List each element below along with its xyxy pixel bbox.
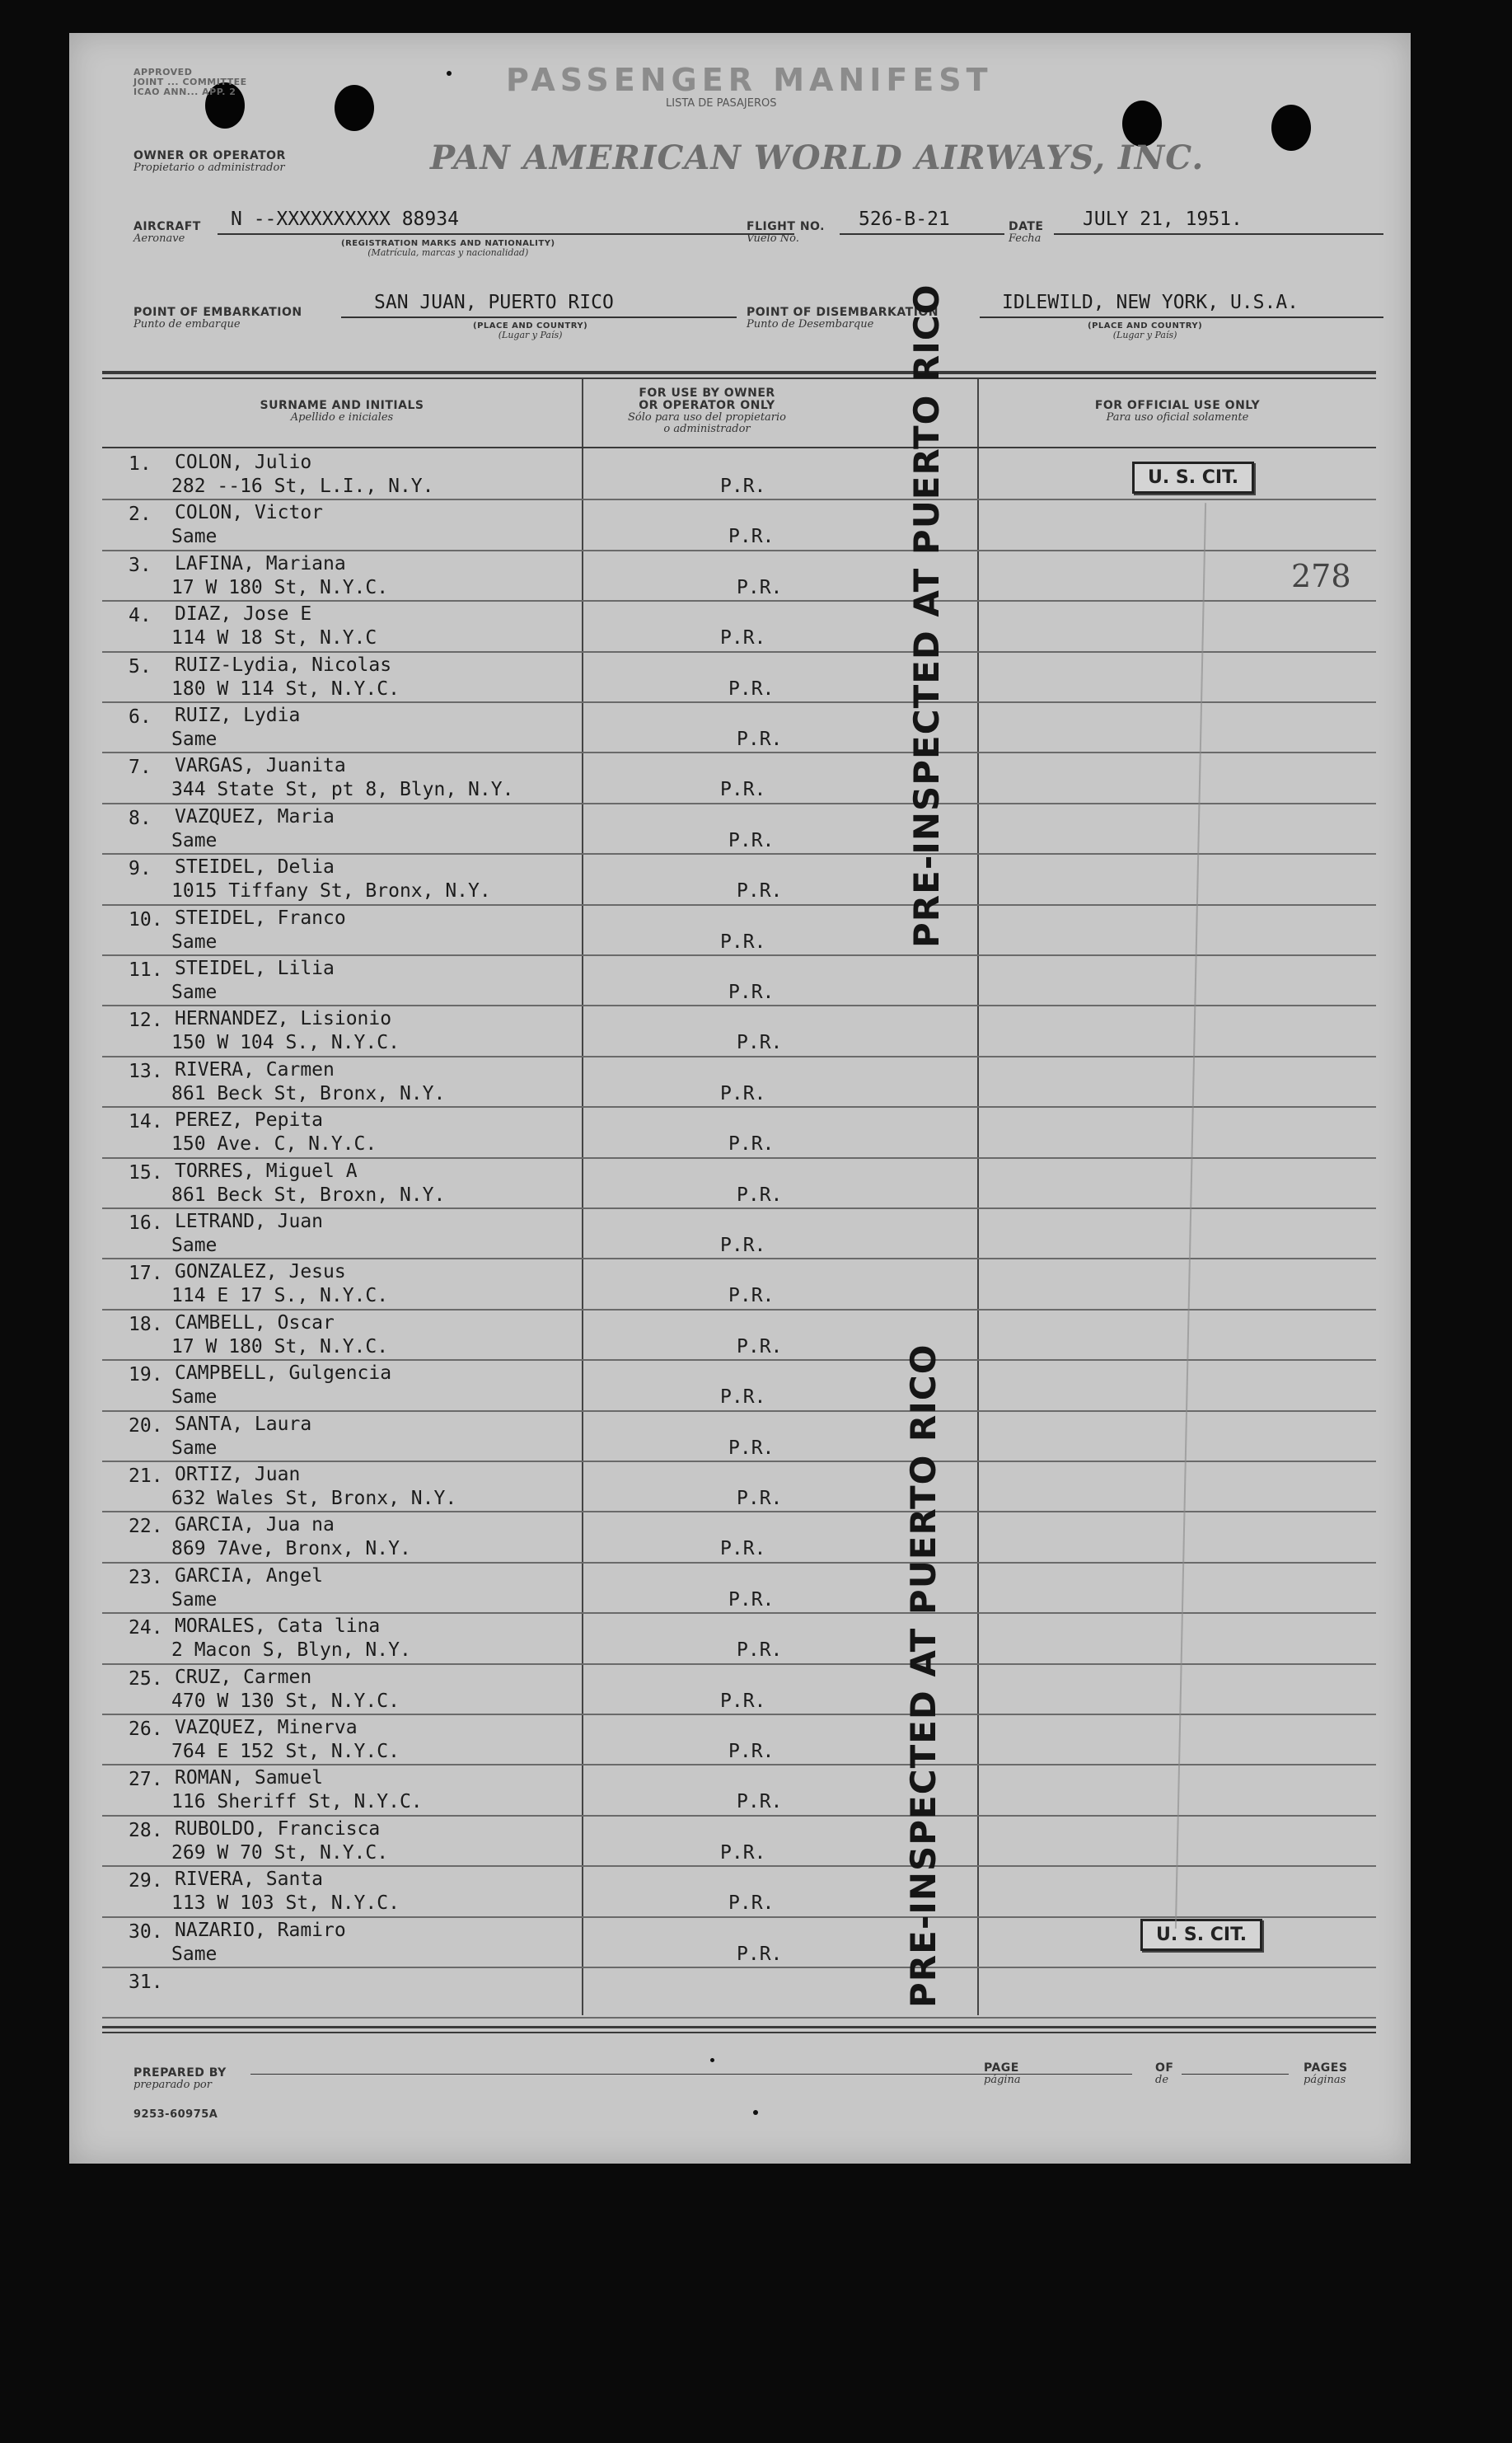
passenger-address: 1015 Tiffany St, Bronx, N.Y. bbox=[171, 880, 491, 903]
punch-hole bbox=[335, 85, 374, 131]
origin-code: P.R. bbox=[720, 1386, 766, 1409]
flight-underline bbox=[840, 233, 1004, 235]
page-label: PAGE bbox=[984, 2061, 1019, 2075]
table-row bbox=[69, 1715, 1411, 1765]
table-row bbox=[69, 1968, 1411, 2019]
passenger-name: CAMBELL, Oscar bbox=[175, 1311, 335, 1334]
passenger-address: 269 W 70 St, N.Y.C. bbox=[171, 1841, 389, 1864]
origin-code: P.R. bbox=[737, 729, 783, 750]
pages-label-group bbox=[1304, 2062, 1347, 2086]
passenger-name: VAZQUEZ, Maria bbox=[175, 805, 335, 828]
row-divider bbox=[102, 2017, 1376, 2019]
passenger-name: RIVERA, Santa bbox=[175, 1869, 324, 1891]
origin-code: P.R. bbox=[737, 1639, 783, 1662]
aircraft-underline bbox=[218, 233, 794, 235]
row-number: 20. bbox=[129, 1414, 163, 1437]
embark-underline bbox=[341, 317, 737, 318]
table-row bbox=[69, 551, 1411, 602]
date-label-es: Fecha bbox=[1009, 232, 1042, 245]
aircraft-caption: (REGISTRATION MARKS AND NATIONALITY) bbox=[341, 239, 555, 248]
col-header-official bbox=[979, 400, 1376, 424]
passenger-name: SANTA, Laura bbox=[175, 1413, 312, 1435]
table-row bbox=[69, 1057, 1411, 1108]
table-row bbox=[69, 1311, 1411, 1361]
embark-label: POINT OF EMBARKATION bbox=[133, 306, 302, 319]
speck bbox=[753, 2110, 758, 2115]
row-number: 17. bbox=[129, 1263, 163, 1285]
aircraft-caption-es: (Matrícula, marcas y nacionalidad) bbox=[367, 247, 529, 258]
passenger-name: CRUZ, Carmen bbox=[175, 1666, 312, 1688]
passenger-address: 150 W 104 S., N.Y.C. bbox=[171, 1032, 400, 1054]
col-surname-label: SURNAME AND INITIALS bbox=[260, 399, 424, 412]
row-number: 4. bbox=[129, 605, 152, 627]
passenger-name: GARCIA, Jua na bbox=[175, 1514, 335, 1536]
passenger-name: TORRES, Miguel A bbox=[175, 1160, 358, 1182]
passenger-address: 17 W 180 St, N.Y.C. bbox=[171, 576, 389, 598]
row-number: 11. bbox=[129, 959, 163, 981]
passenger-name: HERNANDEZ, Lisionio bbox=[175, 1008, 392, 1030]
passenger-address: 869 7Ave, Bronx, N.Y. bbox=[171, 1538, 411, 1560]
row-number: 19. bbox=[129, 1364, 163, 1386]
origin-code: P.R. bbox=[737, 1791, 783, 1813]
us-citizen-stamp-top: U. S. CIT. bbox=[1132, 462, 1254, 494]
passenger-name: RUIZ, Lydia bbox=[175, 705, 301, 726]
table-row bbox=[69, 1462, 1411, 1512]
passenger-address: 282 --16 St, L.I., N.Y. bbox=[171, 476, 434, 497]
origin-code: P.R. bbox=[720, 476, 766, 497]
row-number: 7. bbox=[129, 757, 152, 779]
table-row bbox=[69, 1159, 1411, 1209]
flight-label-es: Vuelo No. bbox=[747, 232, 799, 245]
origin-code: P.R. bbox=[728, 1285, 775, 1307]
passenger-address: 344 State St, pt 8, Blyn, N.Y. bbox=[171, 779, 514, 801]
origin-code: P.R. bbox=[728, 829, 775, 851]
passenger-name: DIAZ, Jose E bbox=[175, 603, 312, 626]
page-label-es: página bbox=[984, 2074, 1021, 2086]
approval-block bbox=[133, 68, 247, 97]
row-number: 9. bbox=[129, 858, 152, 880]
table-row bbox=[69, 1817, 1411, 1867]
table-row bbox=[69, 1665, 1411, 1715]
col-owner-es-1: Sólo para uso del propietario bbox=[627, 411, 787, 424]
speck bbox=[710, 2058, 714, 2062]
passenger-address: 2 Macon S, Blyn, N.Y. bbox=[171, 1639, 411, 1662]
passenger-name: ORTIZ, Juan bbox=[175, 1464, 301, 1485]
table-row bbox=[69, 855, 1411, 905]
passenger-address: 114 E 17 S., N.Y.C. bbox=[171, 1285, 389, 1307]
table-row bbox=[69, 653, 1411, 703]
row-number: 24. bbox=[129, 1617, 163, 1639]
origin-code: P.R. bbox=[737, 1335, 783, 1357]
preinspected-stamp-bottom: PRE-INSPECTED AT PUERTO RICO bbox=[903, 1343, 943, 2008]
passenger-address: Same bbox=[171, 1386, 218, 1409]
pages-label-es: páginas bbox=[1304, 2074, 1346, 2086]
row-number: 28. bbox=[129, 1819, 163, 1841]
passenger-name: MORALES, Cata lina bbox=[175, 1615, 381, 1638]
row-number: 13. bbox=[129, 1060, 163, 1082]
flight-label: FLIGHT NO. bbox=[747, 220, 825, 233]
passenger-name: CAMPBELL, Gulgencia bbox=[175, 1362, 392, 1385]
handwritten-page-number: 278 bbox=[1291, 558, 1351, 594]
row-number: 3. bbox=[129, 554, 152, 576]
passenger-name: STEIDEL, Franco bbox=[175, 907, 346, 929]
passenger-address: 470 W 130 St, N.Y.C. bbox=[171, 1690, 400, 1712]
embark-label-group bbox=[133, 307, 302, 331]
passenger-name: LAFINA, Mariana bbox=[175, 552, 346, 574]
table-row bbox=[69, 1108, 1411, 1158]
disembark-caption-es: (Lugar y País) bbox=[1112, 330, 1177, 340]
row-number: 30. bbox=[129, 1920, 163, 1943]
passenger-name: VARGAS, Juanita bbox=[175, 755, 346, 777]
of-label-group bbox=[1155, 2062, 1173, 2086]
origin-code: P.R. bbox=[737, 1032, 783, 1054]
flight-label-group bbox=[747, 221, 825, 245]
origin-code: P.R. bbox=[720, 1690, 766, 1712]
row-number: 6. bbox=[129, 706, 152, 728]
origin-code: P.R. bbox=[720, 627, 766, 649]
table-row bbox=[69, 1614, 1411, 1664]
table-row bbox=[69, 1259, 1411, 1310]
table-top-rule-2 bbox=[102, 377, 1376, 379]
approval-line: JOINT ... COMMITTEE bbox=[133, 77, 247, 87]
embark-label-es: Punto de embarque bbox=[133, 318, 241, 331]
passenger-address: Same bbox=[171, 1588, 218, 1611]
table-row bbox=[69, 1006, 1411, 1057]
passenger-name: COLON, Julio bbox=[175, 452, 312, 473]
passenger-address: 632 Wales St, Bronx, N.Y. bbox=[171, 1488, 457, 1509]
row-number: 25. bbox=[129, 1667, 163, 1690]
passenger-address: 180 W 114 St, N.Y.C. bbox=[171, 678, 400, 700]
row-number: 23. bbox=[129, 1566, 163, 1588]
passenger-name: GONZALEZ, Jesus bbox=[175, 1261, 346, 1283]
prepared-by-label-es: preparado por bbox=[133, 2079, 212, 2091]
origin-code: P.R. bbox=[737, 1488, 783, 1509]
manifest-sheet bbox=[69, 33, 1411, 2164]
col-owner-es-2: o administrador bbox=[663, 423, 751, 435]
origin-code: P.R. bbox=[728, 1133, 775, 1156]
embark-caption: (PLACE AND COUNTRY) bbox=[473, 321, 588, 331]
aircraft-label-group bbox=[133, 221, 201, 245]
speck bbox=[447, 71, 452, 76]
table-row bbox=[69, 1209, 1411, 1259]
row-number: 16. bbox=[129, 1212, 163, 1234]
row-number: 15. bbox=[129, 1161, 163, 1184]
passenger-address: Same bbox=[171, 931, 218, 953]
prepared-by-group bbox=[133, 2067, 227, 2091]
col-owner-line-1: FOR USE BY OWNER bbox=[639, 387, 775, 400]
aircraft-label-es: Aeronave bbox=[133, 232, 185, 245]
of-label-es: de bbox=[1155, 2074, 1169, 2086]
prepared-by-label: PREPARED BY bbox=[133, 2066, 227, 2080]
disembark-caption: (PLACE AND COUNTRY) bbox=[1088, 321, 1203, 331]
row-number: 1. bbox=[129, 453, 152, 475]
passenger-address: 113 W 103 St, N.Y.C. bbox=[171, 1892, 400, 1915]
table-row bbox=[69, 703, 1411, 753]
origin-code: P.R. bbox=[737, 576, 783, 598]
row-number: 29. bbox=[129, 1870, 163, 1892]
origin-code: P.R. bbox=[737, 1184, 783, 1206]
origin-code: P.R. bbox=[728, 526, 775, 548]
table-top-rule bbox=[102, 371, 1376, 374]
aircraft-value: N --XXXXXXXXXX 88934 bbox=[231, 209, 459, 230]
passenger-address: Same bbox=[171, 526, 218, 548]
origin-code: P.R. bbox=[720, 1082, 766, 1104]
preinspected-stamp-top: PRE-INSPECTED AT PUERTO RICO bbox=[906, 284, 947, 948]
passenger-name: NAZARIO, Ramiro bbox=[175, 1919, 346, 1941]
disembark-label: POINT OF DISEMBARKATION bbox=[747, 306, 939, 319]
table-row bbox=[69, 1412, 1411, 1462]
passenger-address: 764 E 152 St, N.Y.C. bbox=[171, 1741, 400, 1762]
passenger-name: RUIZ-Lydia, Nicolas bbox=[175, 654, 392, 676]
row-number: 26. bbox=[129, 1719, 163, 1740]
col-owner-line-2: OR OPERATOR ONLY bbox=[639, 399, 775, 412]
table-row bbox=[69, 500, 1411, 551]
disembark-value: IDLEWILD, NEW YORK, U.S.A. bbox=[1002, 292, 1299, 313]
table-row bbox=[69, 753, 1411, 804]
disembark-underline bbox=[980, 317, 1383, 318]
passenger-name: GARCIA, Angel bbox=[175, 1564, 324, 1587]
table-row bbox=[69, 956, 1411, 1006]
prepared-by-underline bbox=[250, 2074, 1050, 2075]
date-value: JULY 21, 1951. bbox=[1083, 209, 1243, 230]
embark-caption-es: (Lugar y País) bbox=[498, 330, 563, 340]
passenger-name: ROMAN, Samuel bbox=[175, 1767, 324, 1789]
col-surname-label-es: Apellido e iniciales bbox=[290, 411, 394, 424]
punch-hole bbox=[1271, 105, 1311, 151]
row-number: 18. bbox=[129, 1313, 163, 1335]
page-underline bbox=[1025, 2074, 1132, 2075]
origin-code: P.R. bbox=[737, 880, 783, 903]
passenger-address: 150 Ave. C, N.Y.C. bbox=[171, 1133, 377, 1156]
embark-caption-group bbox=[473, 321, 587, 340]
owner-label-es: Propietario o administrador bbox=[133, 162, 285, 174]
origin-code: P.R. bbox=[720, 1235, 766, 1256]
aircraft-label: AIRCRAFT bbox=[133, 220, 201, 233]
operator-name: PAN AMERICAN WORLD AIRWAYS, INC. bbox=[430, 138, 1205, 177]
passenger-name: RIVERA, Carmen bbox=[175, 1058, 335, 1081]
table-row bbox=[69, 1564, 1411, 1614]
passenger-name: RUBOLDO, Francisca bbox=[175, 1817, 381, 1840]
row-number: 12. bbox=[129, 1010, 163, 1032]
passenger-name: COLON, Victor bbox=[175, 502, 324, 524]
table-row bbox=[69, 906, 1411, 956]
approval-line: ICAO ANN... APP. 2 bbox=[133, 87, 236, 97]
passenger-name: VAZQUEZ, Minerva bbox=[175, 1717, 358, 1738]
passenger-name: LETRAND, Juan bbox=[175, 1211, 324, 1232]
us-citizen-stamp-bottom: U. S. CIT. bbox=[1140, 1919, 1262, 1951]
passenger-name: STEIDEL, Lilia bbox=[175, 958, 335, 979]
date-underline bbox=[1054, 233, 1383, 235]
pages-label: PAGES bbox=[1304, 2061, 1348, 2075]
passenger-address: Same bbox=[171, 1235, 218, 1256]
passenger-address: Same bbox=[171, 982, 218, 1003]
origin-code: P.R. bbox=[737, 1943, 783, 1965]
row-number: 27. bbox=[129, 1769, 163, 1791]
flight-value: 526-B-21 bbox=[859, 209, 950, 230]
row-number: 31. bbox=[129, 1972, 163, 1993]
approval-line: APPROVED bbox=[133, 67, 193, 77]
origin-code: P.R. bbox=[720, 931, 766, 953]
passenger-address: 861 Beck St, Bronx, N.Y. bbox=[171, 1082, 446, 1104]
disembark-caption-group bbox=[1088, 321, 1202, 340]
row-number: 5. bbox=[129, 655, 152, 678]
owner-label-group bbox=[133, 150, 286, 174]
passenger-address: 861 Beck St, Broxn, N.Y. bbox=[171, 1184, 446, 1206]
row-number: 10. bbox=[129, 908, 163, 931]
passenger-address: 116 Sheriff St, N.Y.C. bbox=[171, 1791, 423, 1813]
header-bottom-rule bbox=[102, 447, 1376, 448]
passenger-address: Same bbox=[171, 1437, 218, 1459]
date-label-group bbox=[1009, 221, 1043, 245]
row-number: 14. bbox=[129, 1111, 163, 1133]
col-official-label-es: Para uso oficial solamente bbox=[1106, 411, 1249, 424]
origin-code: P.R. bbox=[728, 1741, 775, 1762]
of-label: OF bbox=[1155, 2061, 1174, 2075]
embark-value: SAN JUAN, PUERTO RICO bbox=[374, 292, 614, 313]
passenger-name: PEREZ, Pepita bbox=[175, 1109, 324, 1132]
origin-code: P.R. bbox=[728, 1588, 775, 1611]
origin-code: P.R. bbox=[720, 1538, 766, 1560]
table-row bbox=[69, 1361, 1411, 1411]
table-row bbox=[69, 602, 1411, 652]
origin-code: P.R. bbox=[728, 1437, 775, 1459]
col-header-surname bbox=[102, 400, 582, 424]
of-underline bbox=[1182, 2074, 1289, 2075]
form-title: PASSENGER MANIFEST bbox=[506, 62, 993, 98]
table-row bbox=[69, 1512, 1411, 1563]
table-row bbox=[69, 1765, 1411, 1816]
passenger-name: STEIDEL, Delia bbox=[175, 856, 335, 879]
passenger-address: 17 W 180 St, N.Y.C. bbox=[171, 1335, 389, 1357]
aircraft-caption-group bbox=[341, 239, 555, 258]
col-header-owner-use bbox=[583, 387, 831, 435]
passenger-address: Same bbox=[171, 1943, 218, 1965]
form-subtitle: LISTA DE PASAJEROS bbox=[666, 97, 777, 110]
row-number: 22. bbox=[129, 1516, 163, 1538]
origin-code: P.R. bbox=[720, 779, 766, 801]
row-number: 21. bbox=[129, 1465, 163, 1487]
passenger-address: Same bbox=[171, 729, 218, 750]
date-label: DATE bbox=[1009, 220, 1044, 233]
passenger-address: Same bbox=[171, 829, 218, 851]
table-bottom-rule bbox=[102, 2026, 1376, 2028]
owner-label: OWNER OR OPERATOR bbox=[133, 149, 286, 162]
row-number: 8. bbox=[129, 807, 152, 829]
origin-code: P.R. bbox=[728, 1892, 775, 1915]
page-label-group bbox=[984, 2062, 1021, 2086]
col-official-label: FOR OFFICIAL USE ONLY bbox=[1094, 399, 1261, 412]
row-number: 2. bbox=[129, 504, 152, 526]
table-bottom-rule-2 bbox=[102, 2032, 1376, 2033]
origin-code: P.R. bbox=[720, 1841, 766, 1864]
origin-code: P.R. bbox=[728, 678, 775, 700]
table-row bbox=[69, 1867, 1411, 1917]
form-number: 9253-60975A bbox=[133, 2108, 218, 2121]
disembark-label-es: Punto de Desembarque bbox=[747, 318, 874, 331]
origin-code: P.R. bbox=[728, 982, 775, 1003]
passenger-address: 114 W 18 St, N.Y.C bbox=[171, 627, 377, 649]
table-row bbox=[69, 804, 1411, 855]
